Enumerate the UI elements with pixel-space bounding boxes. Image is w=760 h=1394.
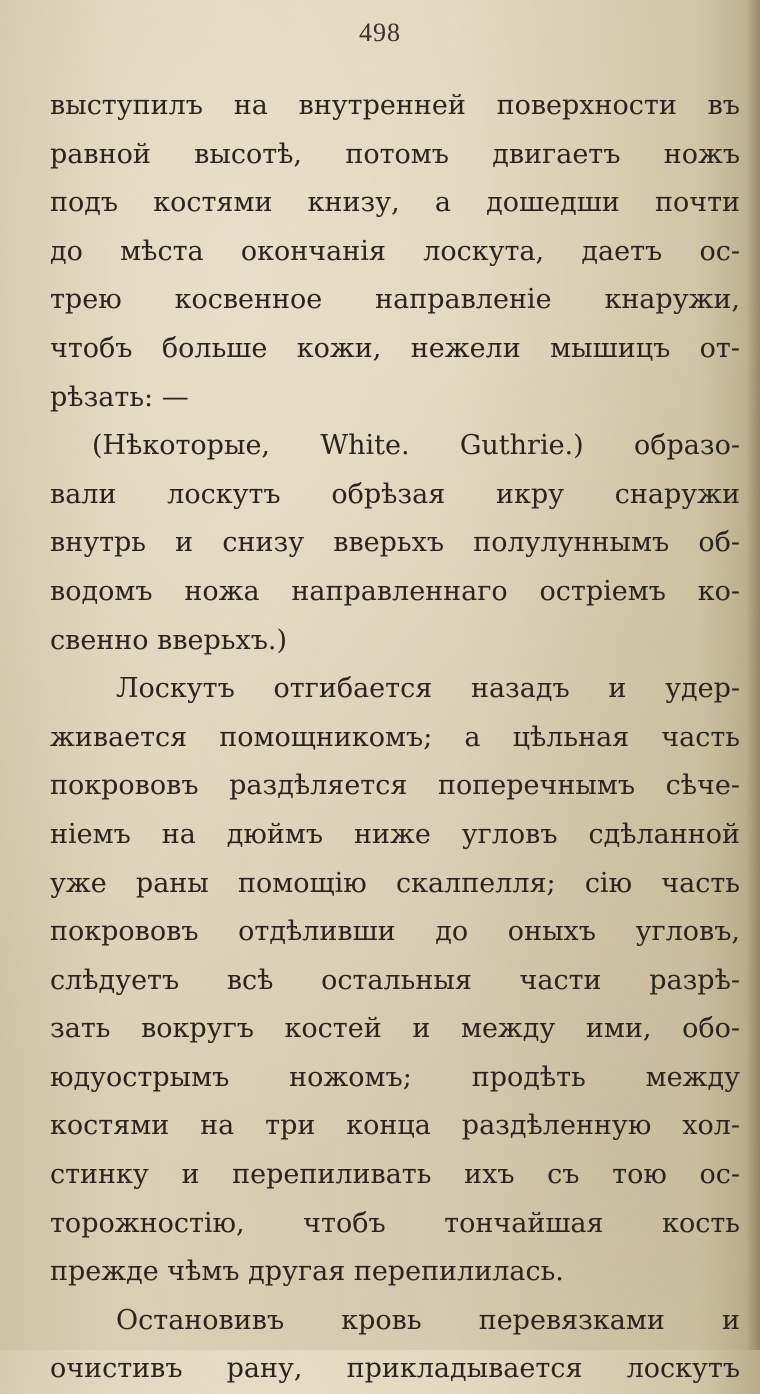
text-line-7: рѣзать: — — [50, 381, 189, 413]
text-line-4: до мѣста окончанія лоскута, даетъ ос- — [50, 235, 740, 267]
text-line-5: трею косвенное направленіе кнаружи, — [50, 284, 740, 316]
text-line-20: зать вокругъ костей и между ими, обо- — [50, 1013, 740, 1045]
text-line-25: прежде чѣмъ другая перепилилась. — [50, 1256, 564, 1288]
text-line-11: водомъ ножа направленнаго остріемъ ко- — [50, 575, 740, 607]
text-line-6: чтобъ больше кожи, нежели мышицъ от- — [50, 332, 740, 364]
text-line-27: очистивъ рану, прикладывается лоскутъ — [50, 1353, 740, 1385]
text-line-12: свенно вверьхъ.) — [50, 624, 288, 656]
body-text — [50, 82, 740, 1394]
text-line-13: Лоскутъ отгибается назадъ и удер- — [116, 673, 740, 705]
text-line-10: внутрь и снизу вверьхъ полулуннымъ об- — [50, 527, 740, 559]
text-line-15: покрововъ раздѣляется поперечнымъ сѣче- — [50, 770, 740, 802]
text-line-23: стинку и перепиливать ихъ съ тою ос- — [50, 1159, 740, 1191]
text-line-16: ніемъ на дюймъ ниже угловъ сдѣланной — [50, 818, 740, 850]
text-line-17: уже раны помощію скалпелля; сію часть — [50, 867, 740, 899]
page-edge-shadow — [746, 0, 760, 1350]
text-line-26: Остановивъ кровь перевязками и — [116, 1304, 740, 1336]
text-line-8: (Нѣкоторые, White. Guthrie.) образо- — [92, 430, 740, 462]
text-line-3: подъ костями книзу, а дошедши почти — [50, 187, 740, 219]
text-line-19: слѣдуетъ всѣ остальныя части разрѣ- — [50, 964, 740, 996]
text-line-24: торожностію, чтобъ тончайшая кость — [50, 1207, 740, 1239]
text-line-2: равной высотѣ, потомъ двигаетъ ножъ — [50, 138, 740, 170]
text-line-18: покрововъ отдѣливши до оныхъ угловъ, — [50, 916, 740, 948]
text-line-1: выступилъ на внутренней поверхности въ — [50, 90, 740, 121]
page-number: 498 — [359, 18, 401, 47]
text-line-14: живается помощникомъ; а цѣльная часть — [50, 721, 740, 753]
text-line-21: юдуострымъ ножомъ; продѣть между — [50, 1061, 740, 1093]
text-line-9: вали лоскутъ обрѣзая икру снаружи — [50, 478, 740, 510]
text-line-22: костями на три конца раздѣленную хол- — [50, 1110, 740, 1142]
